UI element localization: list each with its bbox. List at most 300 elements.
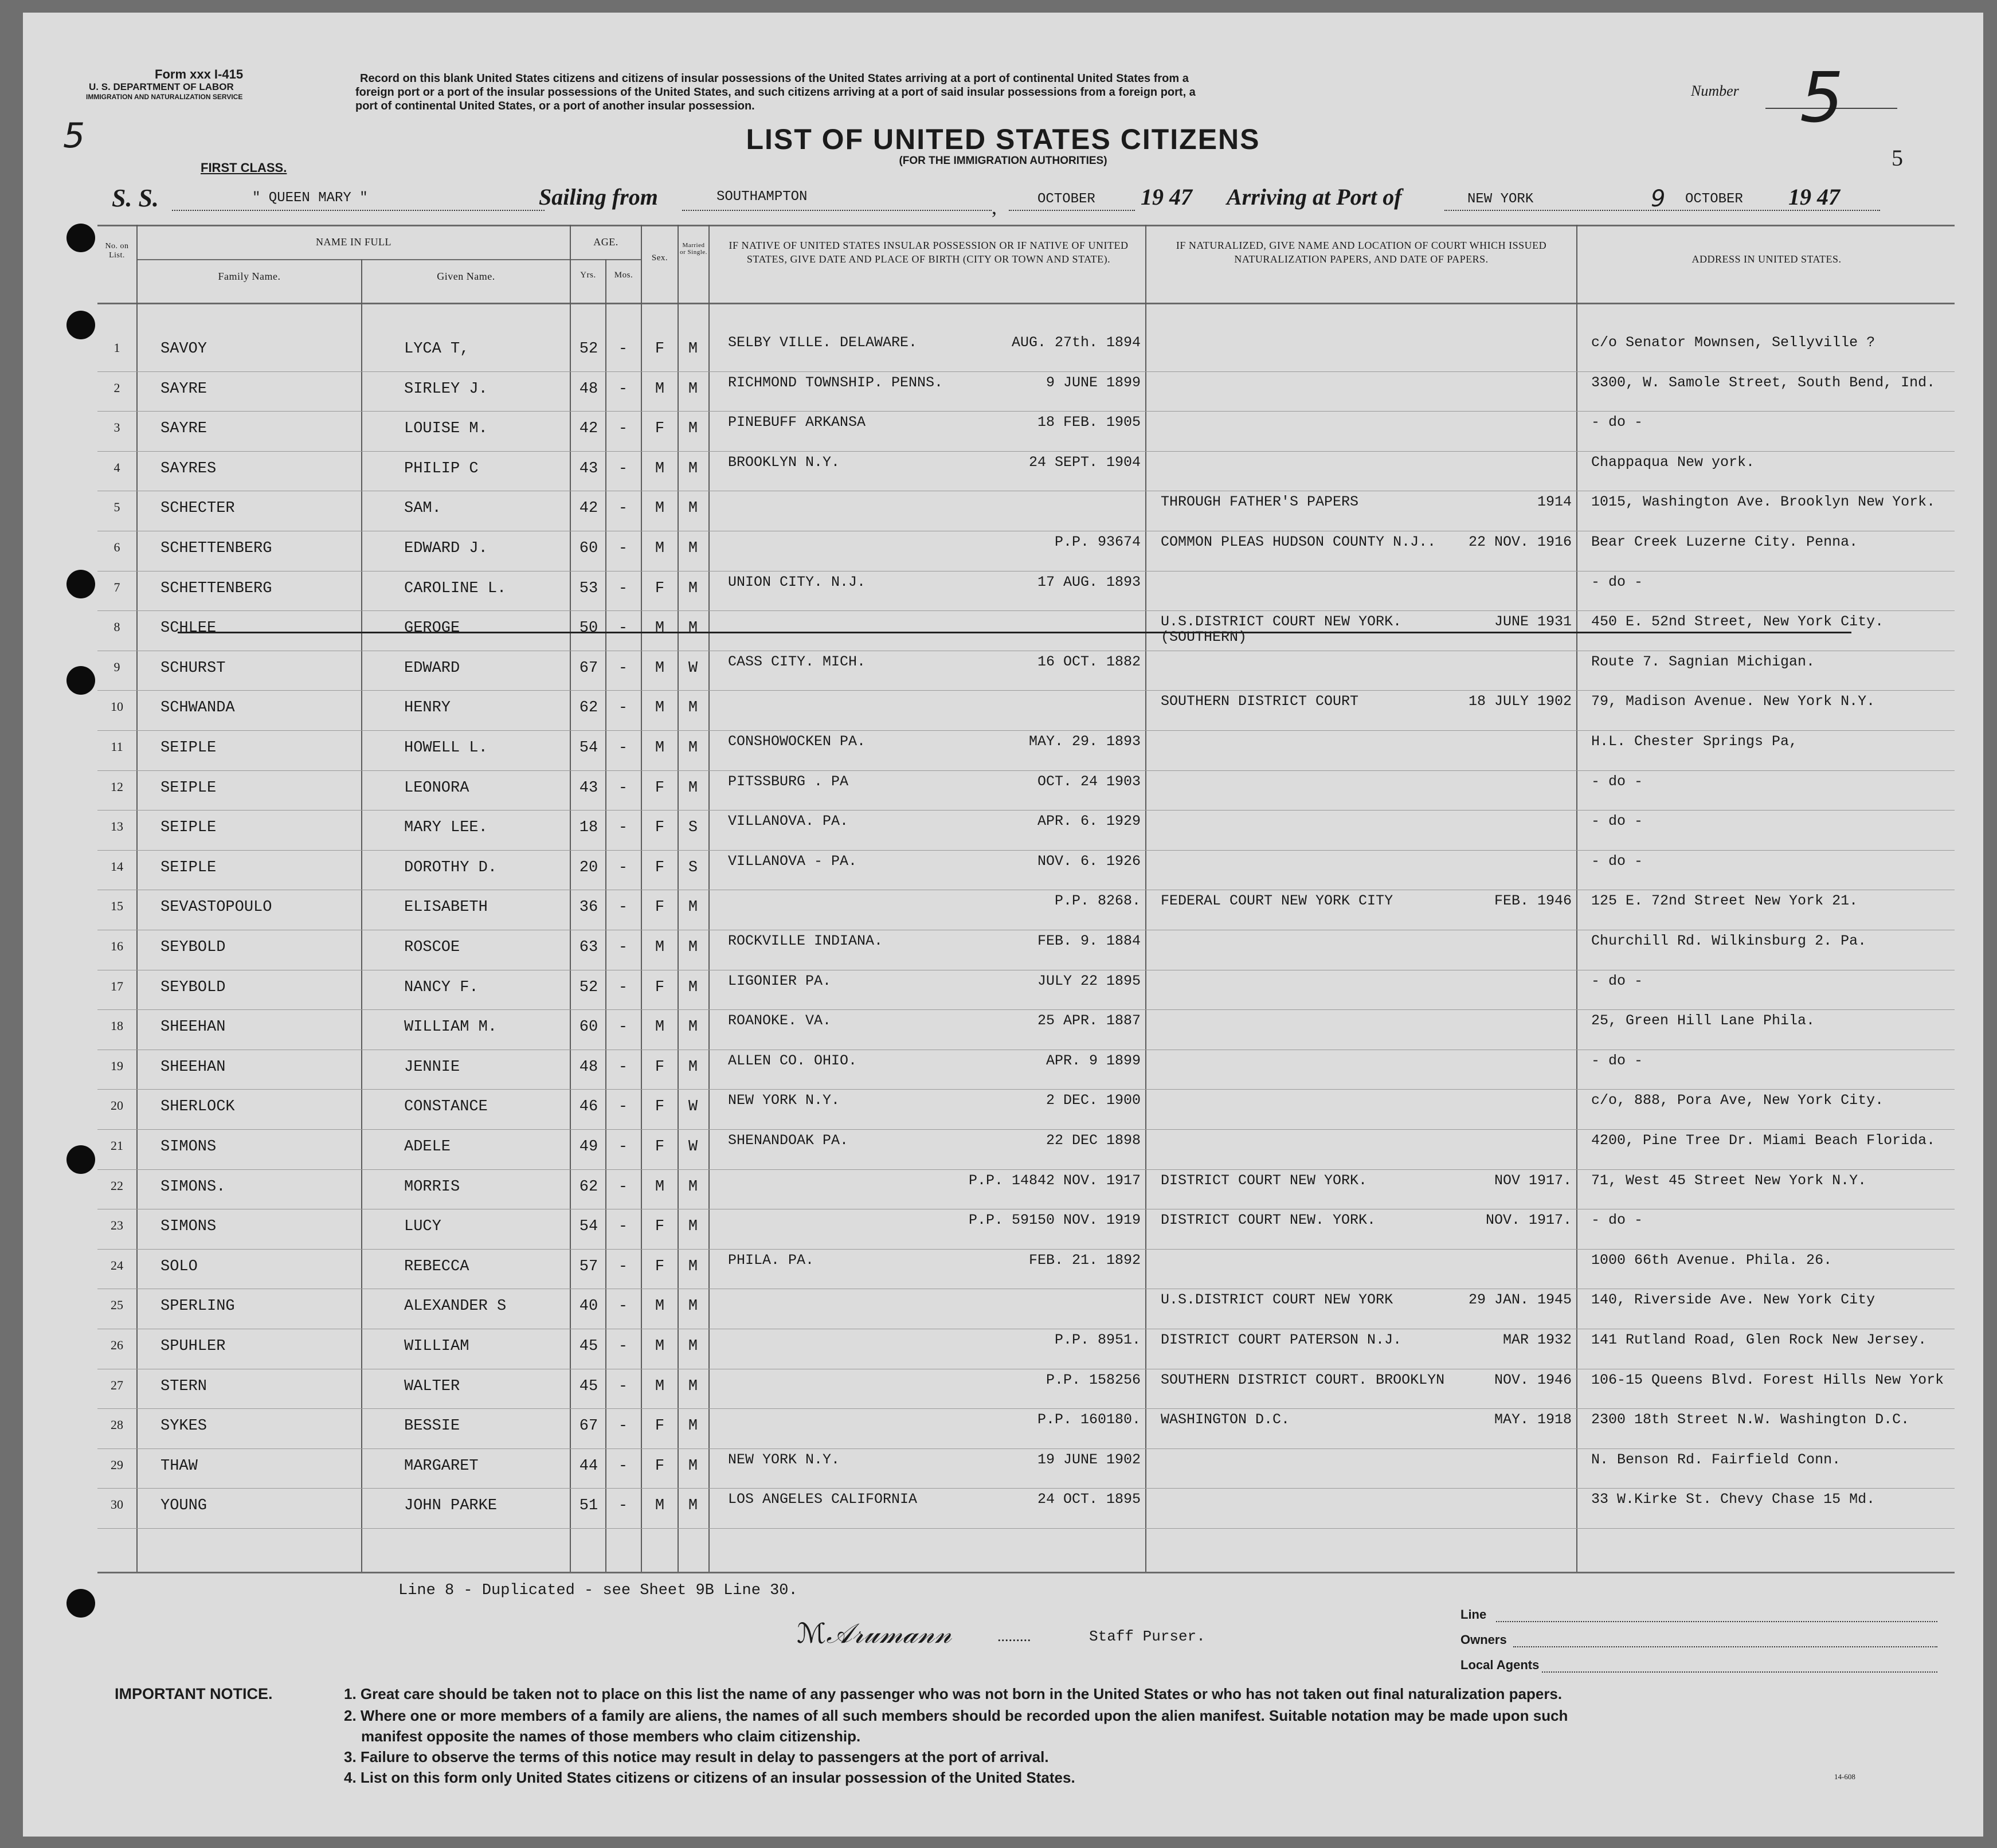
cell-no: 29 (111, 1457, 123, 1472)
cell-given: REBECCA (404, 1258, 469, 1275)
cell-court-date: JUNE 1931 (1494, 614, 1572, 631)
cell-mos: - (618, 899, 628, 917)
form-code: 14-608 (1834, 1772, 1855, 1781)
cell-address: H.L. Chester Springs Pa, (1591, 734, 1798, 750)
cell-sex: F (655, 420, 665, 438)
cell-sex: M (655, 460, 665, 477)
ship-name: " QUEEN MARY " (252, 190, 368, 206)
cell-birth-date: 16 OCT. 1882 (1037, 653, 1141, 670)
cell-court (1161, 734, 1482, 769)
margin-note-right: 5 (1892, 145, 1903, 171)
col-header-married: Married or Single. (680, 242, 707, 256)
cell-court-date (1467, 1452, 1572, 1487)
cell-court: THROUGH FATHER'S PAPERS (1161, 494, 1359, 511)
department: U. S. DEPARTMENT OF LABOR (89, 81, 234, 92)
cell-family: SOLO (160, 1258, 198, 1275)
cell-ms: W (688, 1098, 698, 1116)
cell-court (1161, 774, 1482, 809)
cell-given: ELISABETH (404, 899, 488, 917)
ss-label: S. S. (112, 184, 159, 212)
cell-yrs: 60 (579, 540, 598, 557)
col-header-naturalized: IF NATURALIZED, GIVE NAME AND LOCATION OF COURT WHICH ISSUED NATURALIZATION PAPERS, AND DATE OF PAPERS. (1176, 240, 1547, 265)
cell-birth-place: VILLANOVA - PA. (728, 853, 857, 870)
arriving-label: Arriving at Port of (1227, 184, 1402, 210)
cell-birth-place: SHENANDOAK PA. (728, 1133, 849, 1149)
cell-family: SCHETTENBERG (160, 580, 272, 597)
line-underline (1496, 1621, 1937, 1622)
cell-given: JENNIE (404, 1058, 460, 1076)
cell-court-date: NOV. 1946 (1494, 1372, 1572, 1388)
cell-ms: M (688, 739, 698, 757)
col-divider (708, 225, 710, 1572)
cell-no: 24 (111, 1258, 123, 1273)
cell-given: JOHN PARKE (404, 1497, 498, 1515)
cell-mos: - (618, 859, 628, 876)
col-header-sex: Sex. (651, 253, 668, 263)
cell-sex: F (655, 779, 665, 797)
cell-sex: F (655, 1457, 665, 1475)
table-bottom-border (97, 1572, 1955, 1573)
cell-sex: F (655, 1138, 665, 1156)
cell-family: SAYRE (160, 380, 207, 398)
cell-mos: - (618, 1338, 628, 1355)
cell-birth-place (728, 1212, 980, 1248)
cell-court: FEDERAL COURT NEW YORK CITY (1161, 893, 1393, 910)
cell-given: EDWARD (404, 659, 460, 677)
cell-court-date: MAR 1932 (1502, 1332, 1572, 1348)
cell-family: SAVOY (160, 340, 207, 358)
cell-court-date (1467, 1093, 1572, 1128)
cell-court-date: MAY. 1918 (1494, 1412, 1572, 1428)
col-header-age: AGE. (593, 236, 618, 248)
col-header-no: No. on List. (105, 242, 129, 260)
cell-court (1161, 654, 1482, 690)
cell-birth-date: P.P. 8268. (1054, 893, 1141, 910)
cell-mos: - (618, 699, 628, 717)
cell-ms: M (688, 779, 698, 797)
cell-yrs: 52 (579, 978, 598, 996)
cell-birth-place: RICHMOND TOWNSHIP. PENNS. (728, 374, 943, 391)
cell-sex: F (655, 1258, 665, 1275)
col-divider (570, 225, 571, 1572)
cell-address: 140, Riverside Ave. New York City (1591, 1292, 1875, 1309)
cell-court (1161, 933, 1482, 969)
cell-no: 25 (111, 1298, 123, 1313)
cell-ms: M (688, 460, 698, 477)
cell-no: 4 (113, 460, 120, 475)
sailing-month: OCTOBER (1037, 191, 1095, 207)
cell-ms: M (688, 978, 698, 996)
cell-court-date (1467, 1013, 1572, 1048)
cell-birth-place (728, 893, 980, 929)
row-rule (97, 610, 1955, 611)
cell-given: PHILIP C (404, 460, 479, 477)
cell-birth-date: AUG. 27th. 1894 (1011, 335, 1141, 351)
cell-no: 5 (113, 500, 120, 515)
cell-birth-place (728, 1173, 980, 1208)
col-header-address: ADDRESS IN UNITED STATES. (1691, 253, 1842, 265)
cell-mos: - (618, 380, 628, 398)
cell-court (1161, 1452, 1482, 1487)
cell-given: LEONORA (404, 779, 469, 797)
punch-hole (66, 311, 95, 339)
row-rule (97, 371, 1955, 372)
agents-label: Local Agents (1460, 1658, 1540, 1672)
cell-family: SCHECTER (160, 500, 235, 518)
cell-address: - do - (1591, 853, 1643, 870)
cell-birth-date: P.P. 59150 NOV. 1919 (968, 1212, 1141, 1229)
sailing-month-underline (1009, 210, 1135, 211)
cell-yrs: 62 (579, 699, 598, 717)
cell-court-date: NOV 1917. (1494, 1172, 1572, 1189)
cell-sex: M (655, 1019, 665, 1036)
cell-address: 1000 66th Avenue. Phila. 26. (1591, 1252, 1832, 1268)
cell-birth-date (963, 694, 1141, 729)
cell-birth-place: BROOKLYN N.Y. (728, 454, 840, 471)
cell-court-date: FEB. 1946 (1494, 893, 1572, 910)
cell-no: 30 (111, 1497, 123, 1512)
cell-given: LYCA T, (404, 340, 469, 358)
cell-sex: F (655, 1218, 665, 1236)
line-label: Line (1460, 1607, 1487, 1622)
cell-address: - do - (1591, 973, 1643, 989)
cell-address: - do - (1591, 813, 1643, 830)
cell-birth-date (963, 1292, 1141, 1328)
cell-family: SIMONS (160, 1218, 217, 1236)
cell-birth-place: LIGONIER PA. (728, 973, 832, 989)
cell-court: WASHINGTON D.C. (1161, 1412, 1290, 1428)
cell-court-date (1467, 1252, 1572, 1288)
cell-yrs: 43 (579, 779, 598, 797)
row-rule (97, 1249, 1955, 1250)
cell-family: SEIPLE (160, 859, 217, 876)
cell-birth-date: P.P. 160180. (1037, 1412, 1141, 1428)
cell-sex: M (655, 1338, 665, 1355)
cell-sex: M (655, 620, 665, 637)
cell-sex: M (655, 939, 665, 956)
sailing-port: SOUTHAMPTON (716, 189, 808, 205)
cell-no: 22 (111, 1178, 123, 1193)
cell-yrs: 46 (579, 1098, 598, 1116)
row-rule (97, 1528, 1955, 1529)
service: IMMIGRATION AND NATURALIZATION SERVICE (86, 93, 243, 101)
cell-ms: M (688, 1418, 698, 1435)
cell-family: THAW (160, 1457, 198, 1475)
cell-birth-place: PHILA. PA. (728, 1252, 815, 1268)
cell-court: DISTRICT COURT NEW. YORK. (1161, 1212, 1376, 1229)
cell-sex: F (655, 580, 665, 597)
cell-family: SAYRE (160, 420, 207, 438)
col-divider (641, 225, 642, 1572)
row-rule (97, 1089, 1955, 1090)
cell-ms: M (688, 939, 698, 956)
col-header-yrs: Yrs. (580, 271, 596, 280)
cell-sex: M (655, 1298, 665, 1315)
notice-line: 2. Where one or more members of a family are aliens, the names of all such members should be recorded upon the alien manifest. Suitable notation may be made upon such (344, 1707, 1568, 1724)
cell-yrs: 18 (579, 819, 598, 837)
row-rule (97, 1488, 1955, 1489)
cell-ms: M (688, 1178, 698, 1196)
row-rule (97, 1009, 1955, 1010)
cell-court-date (1467, 853, 1572, 889)
cell-given: HENRY (404, 699, 451, 717)
cell-mos: - (618, 739, 628, 757)
cell-ms: M (688, 580, 698, 597)
cell-sex: F (655, 340, 665, 358)
cell-no: 2 (113, 380, 120, 395)
cell-address: c/o, 888, Pora Ave, New York City. (1591, 1093, 1884, 1109)
cell-birth-date: NOV. 6. 1926 (1037, 853, 1141, 870)
sailing-year: 19 47 (1141, 184, 1192, 210)
cell-birth-date: OCT. 24 1903 (1037, 773, 1141, 790)
cell-birth-date: 24 OCT. 1895 (1037, 1491, 1141, 1508)
punch-hole (66, 224, 95, 252)
cell-sex: F (655, 859, 665, 876)
cell-mos: - (618, 1377, 628, 1395)
cell-address: 25, Green Hill Lane Phila. (1591, 1013, 1815, 1029)
cell-sex: M (655, 500, 665, 518)
row-rule (97, 850, 1955, 851)
cell-given: ROSCOE (404, 939, 460, 956)
cell-no: 21 (111, 1138, 123, 1153)
cell-address: 79, Madison Avenue. New York N.Y. (1591, 694, 1875, 710)
cell-family: SEVASTOPOULO (160, 899, 272, 917)
cell-yrs: 50 (579, 620, 598, 637)
cell-court: U.S.DISTRICT COURT NEW YORK (1161, 1292, 1393, 1309)
cell-given: HOWELL L. (404, 739, 488, 757)
row-rule (97, 1408, 1955, 1409)
cell-family: SIMONS. (160, 1178, 226, 1196)
cell-court (1161, 1013, 1482, 1048)
cell-address: Churchill Rd. Wilkinsburg 2. Pa. (1591, 933, 1867, 949)
cell-yrs: 54 (579, 1218, 598, 1236)
cell-no: 10 (111, 699, 123, 714)
cell-yrs: 54 (579, 739, 598, 757)
cell-birth-date (963, 494, 1141, 530)
notice-line: 1. Great care should be taken not to place on this list the name of any passenger who was not born in the United States or who has not taken out final naturalization papers. (344, 1685, 1563, 1702)
cell-mos: - (618, 1258, 628, 1275)
cell-court: SOUTHERN DISTRICT COURT (1161, 694, 1359, 710)
cell-birth-date: 19 JUNE 1902 (1037, 1451, 1141, 1468)
cell-address: 71, West 45 Street New York N.Y. (1591, 1172, 1867, 1189)
margin-note-left: 5 (63, 116, 85, 156)
cell-ms: M (688, 340, 698, 358)
cell-address: Chappaqua New york. (1591, 454, 1755, 471)
cell-mos: - (618, 1178, 628, 1196)
cell-mos: - (618, 1497, 628, 1515)
col-divider (1576, 225, 1577, 1572)
cell-sex: M (655, 659, 665, 677)
cell-yrs: 44 (579, 1457, 598, 1475)
col-divider (605, 259, 606, 1572)
row-rule (97, 730, 1955, 731)
page-subtitle: (FOR THE IMMIGRATION AUTHORITIES) (899, 155, 1107, 167)
cell-birth-place: UNION CITY. N.J. (728, 574, 866, 590)
cell-sex: F (655, 978, 665, 996)
cell-court: COMMON PLEAS HUDSON COUNTY N.J.. (1161, 534, 1436, 550)
cell-given: MORRIS (404, 1178, 460, 1196)
cell-yrs: 48 (579, 1058, 598, 1076)
cell-ms: S (688, 819, 698, 837)
cell-birth-date: P.P. 158256 (1046, 1372, 1141, 1388)
number-value: 5 (1800, 58, 1844, 138)
strikethrough-row-8 (178, 632, 1851, 633)
cell-court-date (1467, 375, 1572, 410)
cell-court (1161, 1053, 1482, 1089)
cell-mos: - (618, 1298, 628, 1315)
cell-mos: - (618, 340, 628, 358)
cell-mos: - (618, 779, 628, 797)
cell-given: SAM. (404, 500, 441, 518)
cell-yrs: 62 (579, 1178, 598, 1196)
cell-family: SPUHLER (160, 1338, 226, 1355)
row-rule (97, 411, 1955, 412)
cell-ms: M (688, 1377, 698, 1395)
cell-court-date (1467, 335, 1572, 370)
cell-court-date (1467, 973, 1572, 1009)
row-rule (97, 810, 1955, 811)
cell-birth-date: 22 DEC 1898 (1046, 1133, 1141, 1149)
cell-family: SCHURST (160, 659, 226, 677)
cell-given: LOUISE M. (404, 420, 488, 438)
cell-no: 16 (111, 939, 123, 953)
col-header-mos: Mos. (614, 271, 633, 280)
cell-yrs: 52 (579, 340, 598, 358)
cell-yrs: 43 (579, 460, 598, 477)
cell-court-date (1467, 574, 1572, 610)
cell-yrs: 45 (579, 1338, 598, 1355)
cell-ms: M (688, 1298, 698, 1315)
cell-court-date: 22 NOV. 1916 (1468, 534, 1572, 550)
cell-address: 33 W.Kirke St. Chevy Chase 15 Md. (1591, 1491, 1875, 1508)
cell-ms: M (688, 420, 698, 438)
cell-court-date: 1914 (1537, 494, 1572, 511)
cell-court-date: 29 JAN. 1945 (1468, 1292, 1572, 1309)
cell-mos: - (618, 420, 628, 438)
cell-given: ALEXANDER S (404, 1298, 507, 1315)
cell-birth-date: APR. 6. 1929 (1037, 813, 1141, 830)
cell-address: 106-15 Queens Blvd. Forest Hills New York (1591, 1372, 1944, 1388)
col-header-name: NAME IN FULL (316, 236, 391, 248)
cell-given: EDWARD J. (404, 540, 488, 557)
punch-hole (66, 1145, 95, 1174)
cell-given: CAROLINE L. (404, 580, 507, 597)
cell-birth-place (728, 1292, 980, 1328)
cell-sex: M (655, 739, 665, 757)
cell-given: SIRLEY J. (404, 380, 488, 398)
notice-line: 4. List on this form only United States citizens or citizens of an insular possession of the United States. (344, 1769, 1075, 1786)
table-top-border (97, 225, 1955, 226)
sailing-label: Sailing from (539, 184, 658, 210)
cell-no: 18 (111, 1019, 123, 1033)
cell-sex: M (655, 699, 665, 717)
cell-address: Route 7. Sagnian Michigan. (1591, 653, 1815, 670)
cell-birth-place: VILLANOVA. PA. (728, 813, 849, 830)
cell-yrs: 36 (579, 899, 598, 917)
cell-court (1161, 813, 1482, 849)
col-divider (1145, 225, 1146, 1572)
cell-ms: M (688, 620, 698, 637)
cell-family: SHEEHAN (160, 1058, 226, 1076)
cell-mos: - (618, 460, 628, 477)
comma: , (992, 195, 997, 218)
cell-court-date (1467, 1133, 1572, 1168)
cell-yrs: 48 (579, 380, 598, 398)
cell-yrs: 40 (579, 1298, 598, 1315)
cell-family: SEIPLE (160, 819, 217, 837)
cell-given: BESSIE (404, 1418, 460, 1435)
cell-address: - do - (1591, 773, 1643, 790)
cell-court (1161, 1093, 1482, 1128)
cell-birth-place (728, 1332, 980, 1368)
cell-family: SCHLEE (160, 620, 217, 637)
cell-no: 7 (113, 580, 120, 594)
cell-ms: M (688, 1019, 698, 1036)
cell-court: DISTRICT COURT PATERSON N.J. (1161, 1332, 1402, 1348)
row-rule (97, 1448, 1955, 1449)
punch-hole (66, 570, 95, 598)
cell-birth-place (728, 694, 980, 729)
cell-sex: M (655, 1178, 665, 1196)
cell-family: SCHWANDA (160, 699, 235, 717)
cell-no: 8 (113, 620, 120, 635)
cell-ms: M (688, 899, 698, 917)
cell-birth-date: FEB. 21. 1892 (1028, 1252, 1141, 1268)
cell-court-date (1467, 455, 1572, 490)
cell-court-date (1467, 933, 1572, 969)
cell-address: - do - (1591, 1212, 1643, 1229)
cell-mos: - (618, 1218, 628, 1236)
cell-sex: F (655, 1418, 665, 1435)
cell-yrs: 67 (579, 1418, 598, 1435)
cell-yrs: 51 (579, 1497, 598, 1515)
cell-ms: M (688, 699, 698, 717)
cell-birth-place: NEW YORK N.Y. (728, 1093, 840, 1109)
cell-birth-place: PINEBUFF ARKANSA (728, 414, 866, 431)
manifest-sheet (23, 13, 1983, 1837)
cell-no: 13 (111, 819, 123, 834)
cell-yrs: 45 (579, 1377, 598, 1395)
cell-ms: M (688, 1058, 698, 1076)
cell-ms: M (688, 1218, 698, 1236)
cell-birth-date: P.P. 93674 (1054, 534, 1141, 550)
cell-no: 28 (111, 1418, 123, 1432)
cell-family: SCHETTENBERG (160, 540, 272, 557)
cell-court (1161, 1491, 1482, 1527)
cell-yrs: 42 (579, 500, 598, 518)
cell-family: SEYBOLD (160, 978, 226, 996)
cell-address: 3300, W. Samole Street, South Bend, Ind. (1591, 374, 1936, 391)
arrival-day: 9 (1651, 186, 1666, 212)
cell-ms: M (688, 500, 698, 518)
cell-mos: - (618, 1138, 628, 1156)
cell-court: SOUTHERN DISTRICT COURT. BROOKLYN (1161, 1372, 1445, 1388)
cell-no: 9 (113, 659, 120, 674)
instruction-line: Record on this blank United States citizens and citizens of insular possessions of the United States arriving at a port of continental United States from a (360, 72, 1189, 85)
sailing-underline (682, 210, 992, 211)
cell-court (1161, 375, 1482, 410)
cell-birth-date: P.P. 8951. (1054, 1332, 1141, 1348)
col-divider (136, 225, 138, 1572)
cell-mos: - (618, 580, 628, 597)
cell-birth-date: 2 DEC. 1900 (1046, 1093, 1141, 1109)
owners-label: Owners (1460, 1632, 1507, 1647)
arrival-year: 19 47 (1788, 184, 1840, 210)
cell-yrs: 20 (579, 859, 598, 876)
cell-mos: - (618, 1019, 628, 1036)
punch-hole (66, 1589, 95, 1618)
cell-court (1161, 1252, 1482, 1288)
